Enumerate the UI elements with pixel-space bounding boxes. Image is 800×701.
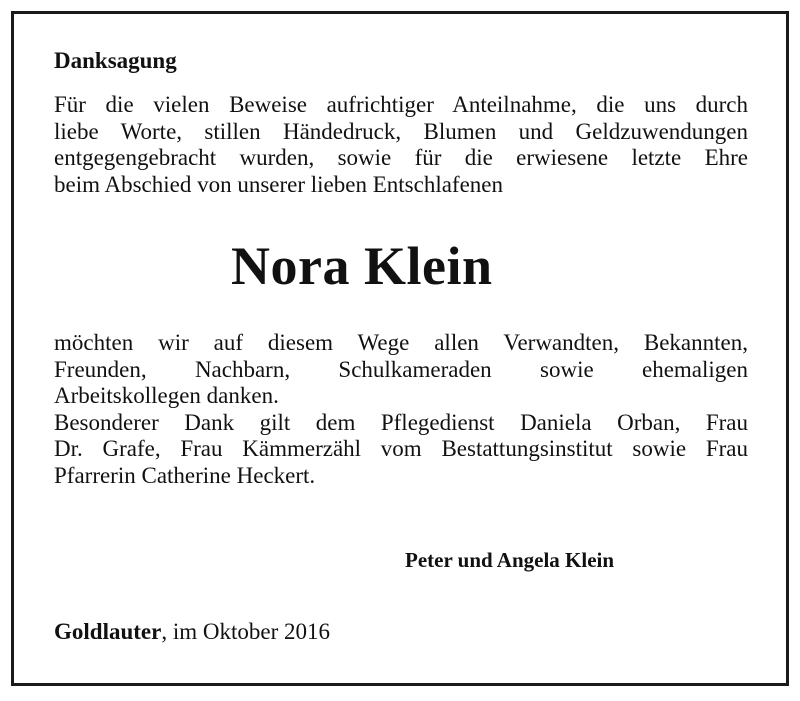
thanks-line: Freunden, Nachbarn, Schulkameraden sowie ehemaligen	[54, 356, 748, 382]
thanks-line: Besonderer Dank gilt dem Pflegedienst Daniela Orban, Frau	[54, 409, 748, 435]
thanks-line: möchten wir auf diesem Wege allen Verwandten, Bekannten,	[54, 330, 748, 355]
intro-paragraph	[54, 92, 748, 198]
thanks-paragraph	[54, 330, 748, 489]
intro-line: Für die vielen Beweise aufrichtiger Anteilnahme, die uns durch	[54, 92, 748, 117]
signature: Peter und Angela Klein	[405, 548, 615, 572]
thanks-line: Dr. Grafe, Frau Kämmerzähl vom Bestattungsinstitut sowie Frau	[54, 436, 748, 461]
intro-line: beim Abschied von unserer lieben Entschlafenen	[54, 171, 503, 197]
place-name: Goldlauter	[54, 619, 162, 644]
intro-line: entgegengebracht wurden, sowie für die erwiesene letzte Ehre	[54, 145, 748, 170]
intro-line: liebe Worte, stillen Händedruck, Blumen und Geldzuwendungen	[54, 118, 748, 144]
obituary-notice	[11, 11, 789, 686]
thanks-line: Arbeitskollegen danken.	[54, 383, 279, 408]
thanks-line: Pfarrerin Catherine Heckert.	[54, 462, 316, 488]
date-text: , im Oktober 2016	[161, 619, 330, 644]
notice-heading: Danksagung	[54, 48, 177, 73]
place-and-date	[54, 619, 330, 645]
deceased-name: Nora Klein	[231, 236, 493, 296]
